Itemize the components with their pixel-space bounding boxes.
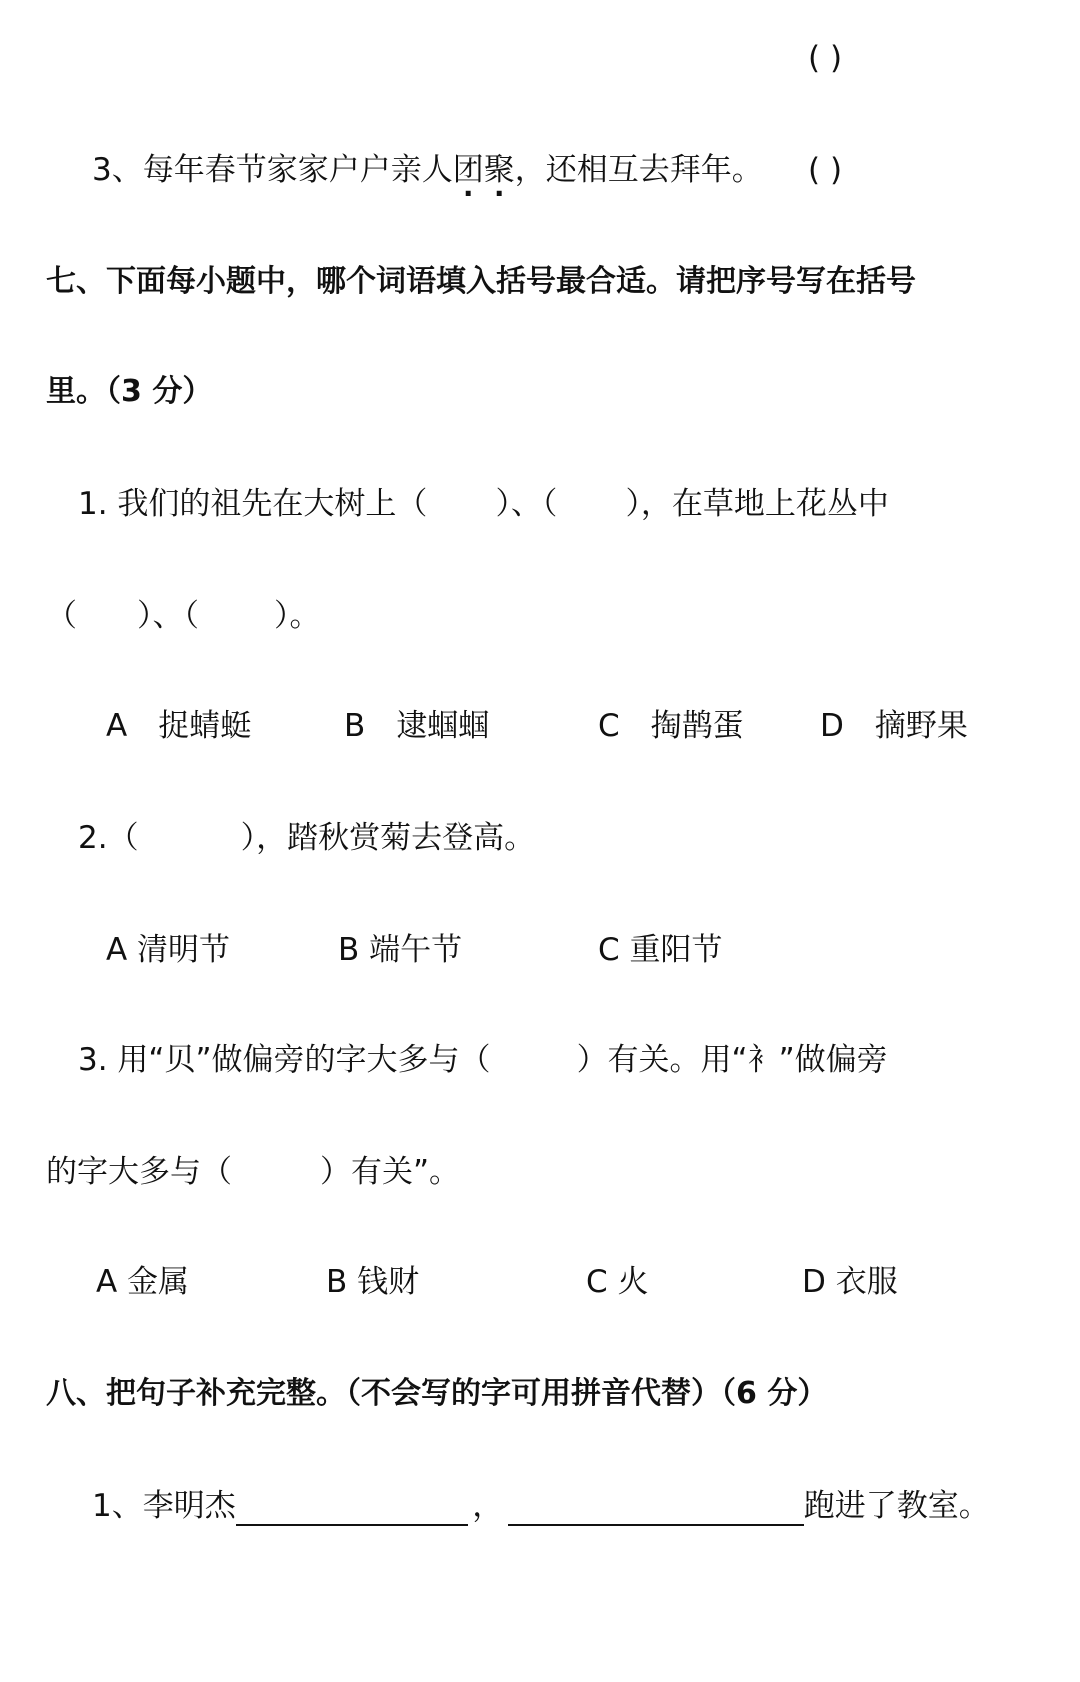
s7-q1-option-a[interactable]: A 捉蜻蜓 [106,708,252,744]
s7-q1-line2-text-a: （ [46,598,77,634]
q6-item3 [92,150,763,190]
s8-q1-text-end: 跑进了教室。 [803,1488,990,1524]
s7-q1-line2 [46,596,321,636]
section7-heading-line2: 里。（3 分） [46,374,213,409]
s8-q1-answer-line-2[interactable] [508,1492,804,1526]
s7-q1-option-c[interactable]: C 掏鹊蛋 [598,708,744,744]
s7-q3-line1-text-a: 3. 用“贝”做偏旁的字大多与（ [78,1042,491,1078]
section8-heading: 八、把句子补充完整。（不会写的字可用拼音代替）（6 分） [46,1376,828,1411]
s7-q1-line1-text-c: ），在草地上花丛中 [625,486,889,522]
s7-q3-option-c[interactable]: C 火 [586,1264,649,1300]
s7-q1-line1-text-b: ）、（ [495,486,558,522]
s7-q3-line2-text-b: ）有关”。 [320,1154,461,1190]
s7-q3-line1-text-b: ）有关。用“衤”做偏旁 [576,1042,888,1078]
s7-q1-line1-text-a: 1. 我们的祖先在大树上（ [78,486,428,522]
s7-q3-line2-text-a: 的字大多与（ [46,1154,232,1190]
s7-q2-stem-text-a: 2.（ [78,820,139,856]
s7-q1-line1 [78,484,889,524]
q6-item3-text-after: ，还相互去拜年。 [514,152,763,188]
q6-item3-dotted-char-2: 聚 [483,152,515,188]
q6-item3-bracket[interactable]: ( ) [808,152,843,188]
s7-q3-line1 [78,1040,888,1080]
q6-item3-number: 3、 [92,152,143,188]
s7-q2-option-c[interactable]: C 重阳节 [598,932,723,968]
s7-q1-line2-text-b: ）、（ [137,598,199,634]
s7-q3-option-a[interactable]: A 金属 [96,1264,190,1300]
s7-q3-option-b[interactable]: B 钱财 [326,1264,420,1300]
q6-item3-text-before: 每年春节家家户户亲人 [142,152,453,188]
s8-q1 [92,1486,990,1526]
s8-q1-text-a: 1、李明杰 [92,1488,236,1524]
s7-q2-option-b[interactable]: B 端午节 [338,932,463,968]
s7-q2-stem-text-b: ），踏秋赏菊去登高。 [240,820,536,856]
s7-q1-line2-text-c: ）。 [274,598,321,634]
s8-q1-answer-line-1[interactable] [236,1492,468,1526]
s7-q1-option-b[interactable]: B 逮蝈蝈 [344,708,490,744]
s7-q3-option-d[interactable]: D 衣服 [802,1264,898,1300]
q6-item2-bracket[interactable]: ( ) [808,40,843,76]
q6-item3-dotted-char-1: 团 [452,152,484,188]
s7-q1-option-d[interactable]: D 摘野果 [820,708,968,744]
s7-q3-line2 [46,1152,460,1192]
s8-q1-comma: ， [472,1488,504,1524]
s7-q2-stem [78,818,535,858]
s7-q2-option-a[interactable]: A 清明节 [106,932,231,968]
section7-heading-line1: 七、下面每小题中，哪个词语填入括号最合适。请把序号写在括号 [46,264,916,299]
